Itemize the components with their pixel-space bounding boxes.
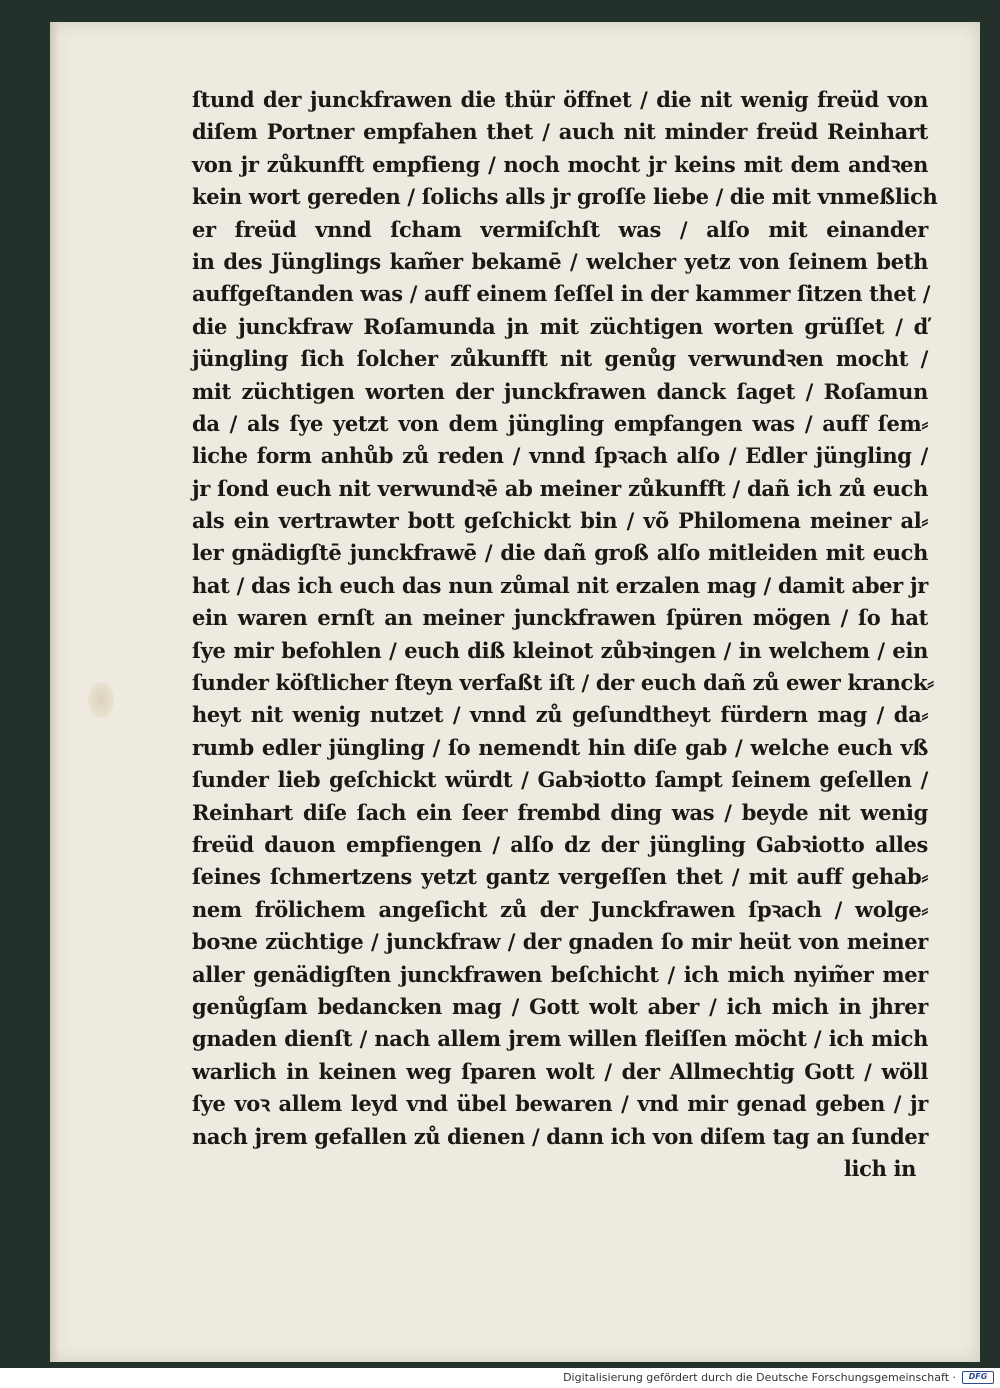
text-line: ein waren ernſt an meiner junckfrawen ſpüren mögen / ſo hat bbox=[192, 605, 928, 631]
text-line: ſye voꝛ allem leyd vnd übel bewaren / vnd mir genad geben / jr bbox=[192, 1091, 928, 1117]
text-line: diſem Portner empfahen thet / auch nit minder freüd Reinhart bbox=[192, 119, 928, 145]
text-line: warlich in keinen weg ſparen wolt / der Allmechtig Gott / wöll bbox=[192, 1058, 928, 1084]
text-line: freüd dauon empfiengen / alſo dz der jüngling Gabꝛiotto alles bbox=[192, 831, 928, 857]
text-line: kein wort gereden / ſolichs alls jr groſſe liebe / die mit vnmeßlich bbox=[192, 184, 938, 210]
page-gutter-shadow bbox=[50, 22, 58, 1362]
funding-notice: Digitalisierung gefördert durch die Deutsche Forschungsgemeinschaft · bbox=[563, 1371, 956, 1384]
text-line: jr ſond euch nit verwundꝛē ab meiner zůkunfft / dañ ich zů euch bbox=[192, 475, 928, 501]
text-line: hat / das ich euch das nun zůmal nit erzalen mag / damit aber jr bbox=[192, 572, 928, 598]
text-line: aller genädigſten junckfrawen beſchicht / ich mich nyim̃er mer bbox=[192, 961, 928, 987]
footer-bar bbox=[0, 1368, 1000, 1388]
text-line: von jr zůkunfft empfieng / noch mocht jr keins mit dem andꝛen bbox=[192, 151, 928, 177]
text-line: die junckfraw Roſamunda jn mit züchtigen worten grüſſet / ď bbox=[192, 313, 928, 339]
text-line: mit züchtigen worten der junckfrawen danck ſaget / Roſamun bbox=[192, 378, 928, 404]
text-block bbox=[192, 84, 938, 1185]
text-line: ler gnädigſtē junckfrawē / die dañ groß alſo mitleiden mit euch bbox=[192, 540, 928, 566]
text-line: gnaden dienſt / nach allem jrem willen fleiſſen möcht / ich mich bbox=[192, 1026, 928, 1052]
text-line: ſye mir befohlen / euch diß kleinot zůbꝛingen / in welchem / ein bbox=[192, 637, 928, 663]
text-line: ſunder lieb geſchickt würdt / Gabꝛiotto ſampt ſeinem geſellen / bbox=[192, 767, 928, 793]
text-line: genůgſam bedancken mag / Gott wolt aber / ich mich in jhrer bbox=[192, 993, 928, 1019]
dfg-logo: DFG bbox=[962, 1371, 994, 1384]
text-line: in des Jünglings kam̃er bekamē / welcher yetz von ſeinem beth bbox=[192, 248, 928, 274]
catchword: lich in bbox=[843, 1155, 916, 1181]
paper-stain bbox=[88, 682, 114, 718]
text-line: boꝛne züchtige / junckfraw / der gnaden ſo mir heüt von meiner bbox=[192, 929, 928, 955]
text-line: auffgeſtanden was / auff einem ſeſſel in der kammer ſitzen thet / bbox=[192, 281, 931, 307]
book-page bbox=[50, 22, 980, 1362]
text-line: nach jrem gefallen zů dienen / dann ich von diſem tag an ſunder bbox=[192, 1123, 929, 1149]
text-line: heyt nit wenig nutzet / vnnd zů geſundtheyt fürdern mag / da⸗ bbox=[192, 702, 928, 728]
text-line: da / als ſye yetzt von dem jüngling empfangen was / auff ſem⸗ bbox=[192, 410, 928, 436]
text-line: jüngling ſich ſolcher zůkunfft nit genůg verwundꝛen mocht / bbox=[192, 346, 928, 372]
text-line: ſunder köſtlicher ſteyn verfaßt iſt / der euch dañ zů ewer kranck⸗ bbox=[192, 670, 934, 696]
text-line: ſtund der junckfrawen die thür öffnet / die nit wenig freüd von bbox=[192, 87, 928, 112]
text-line: er freüd vnnd ſcham vermiſchſt was / alſo mit einander bbox=[192, 216, 928, 242]
text-line: nem frölichem angeſicht zů der Junckfrawen ſpꝛach / wolge⸗ bbox=[192, 896, 928, 922]
text-line: liche form anhůb zů reden / vnnd ſpꝛach alſo / Edler jüngling / bbox=[192, 443, 928, 469]
text-line: Reinhart diſe ſach ein ſeer frembd ding was / beyde nit wenig bbox=[192, 799, 928, 825]
text-line: als ein vertrawter bott geſchickt bin / võ Philomena meiner al⸗ bbox=[192, 508, 928, 534]
text-line: rumb edler jüngling / ſo nemendt hin diſe gab / welche euch vß bbox=[192, 734, 928, 760]
text-line: ſeines ſchmertzens yetzt gantz vergeſſen thet / mit auff gehab⸗ bbox=[192, 864, 928, 890]
